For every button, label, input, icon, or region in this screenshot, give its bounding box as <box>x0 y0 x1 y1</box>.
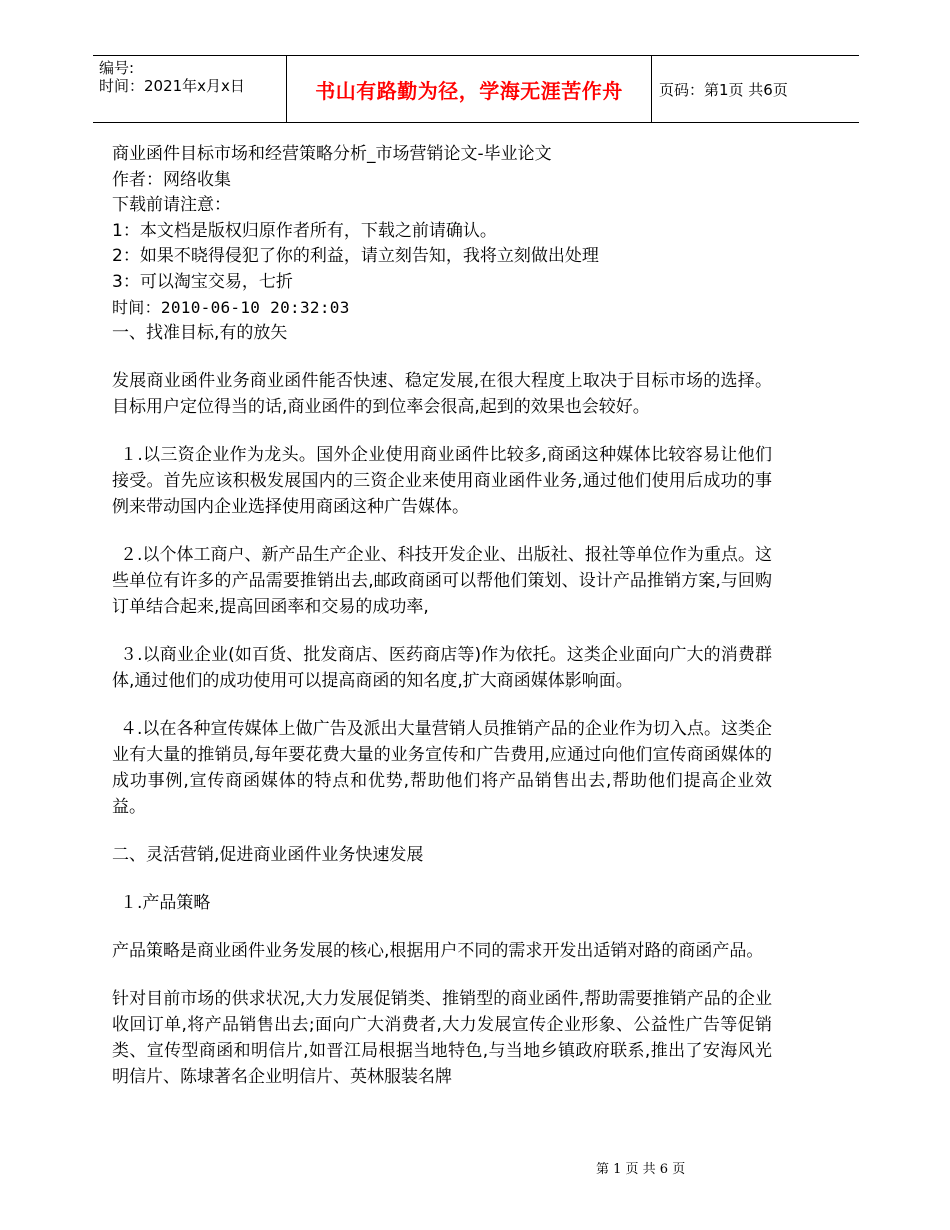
paragraph-5: ４.以在各种宣传媒体上做广告及派出大量营销人员推销产品的企业作为切入点。这类企业有大量的推销员,每年要花费大量的业务宣传和广告费用,应通过向他们宣传商函媒体的成功事例,宣传商函媒体的特点和优势,帮助他们将产品销售出去,帮助他们提高企业效益。 <box>112 719 772 817</box>
notice-item-3: 3：可以淘宝交易，七折 <box>112 271 293 292</box>
header-left-cell <box>93 56 286 122</box>
document-header <box>93 55 859 123</box>
notice-item-2: 2：如果不晓得侵犯了你的利益，请立刻告知，我将立刻做出处理 <box>112 246 599 266</box>
section-heading-2: 二、灵活营销,促进商业函件业务快速发展 <box>112 845 424 865</box>
paragraph-4: ３.以商业企业(如百货、批发商店、医药商店等)作为依托。这类企业面向广大的消费群体,通过他们的成功使用可以提高商函的知名度,扩大商函媒体影响面。 <box>112 645 772 691</box>
header-motto-cell <box>286 56 652 122</box>
document-title: 商业函件目标市场和经营策略分析_市场营销论文-毕业论文 <box>112 144 552 164</box>
subheading-product-strategy: １.产品策略 <box>120 893 211 913</box>
section-heading-1: 一、找准目标,有的放矢 <box>112 322 288 343</box>
paragraph-2: １.以三资企业作为龙头。国外企业使用商业函件比较多,商函这种媒体比较容易让他们接受。首先应该积极发展国内的三资企业来使用商业函件业务,通过他们使用后成功的事例来带动国内企业选择使用商函这种广告媒体。 <box>112 445 772 517</box>
datetime-line: 时间：2010-06-10 20:32:03 <box>112 298 350 317</box>
motto-text: 书山有路勤为径，学海无涯苦作舟 <box>315 78 623 103</box>
page-footer: 第 1 页 共 6 页 <box>596 1162 686 1177</box>
paragraph-3: ２.以个体工商户、新产品生产企业、科技开发企业、出版社、报社等单位作为重点。这些单位有许多的产品需要推销出去,邮政商函可以帮他们策划、设计产品推销方案,与回购订单结合起来,提高回函率和交易的成功率, <box>112 545 772 617</box>
header-right-cell <box>651 56 859 122</box>
author-line: 作者：网络收集 <box>112 169 231 190</box>
time-label: 时间：2021年x月x日 <box>99 77 245 95</box>
paragraph-1: 发展商业函件业务商业函件能否快速、稳定发展,在很大程度上取决于目标市场的选择。目标用户定位得当的话,商业函件的到位率会很高,起到的效果也会较好。 <box>112 371 772 417</box>
paragraph-7: 针对目前市场的供求状况,大力发展促销类、推销型的商业函件,帮助需要推销产品的企业收回订单,将产品销售出去;面向广大消费者,大力发展宣传企业形象、公益性广告等促销类、宣传型商函和明信片,如晋江局根据当地特色,与当地乡镇政府联系,推出了安海风光明信片、陈埭著名企业明信片、英林服装名牌 <box>112 989 772 1087</box>
document-body <box>112 142 772 1090</box>
number-label: 编号: <box>99 59 135 77</box>
notice-item-1: 1：本文档是版权归原作者所有，下载之前请确认。 <box>112 220 497 241</box>
page-info: 页码：第1页 共6页 <box>659 80 788 99</box>
paragraph-6: 产品策略是商业函件业务发展的核心,根据用户不同的需求开发出适销对路的商函产品。 <box>112 941 764 961</box>
notice-heading: 下载前请注意： <box>112 195 231 215</box>
